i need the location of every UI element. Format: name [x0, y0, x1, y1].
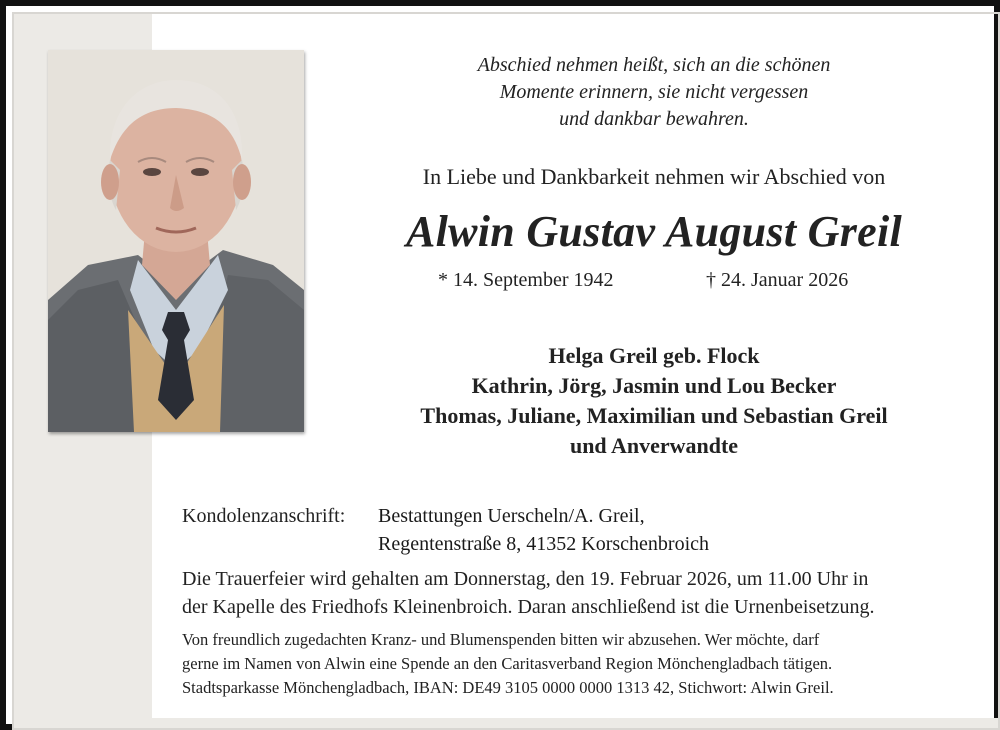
- intro-line: In Liebe und Dankbarkeit nehmen wir Abschied von: [422, 164, 886, 189]
- mourner-line: Helga Greil geb. Flock: [548, 343, 760, 368]
- motto-line-2: Momente erinnern, sie nicht vergessen: [499, 81, 809, 103]
- bottom-decorative-band: [14, 718, 998, 728]
- condolence-address-line-1: Bestattungen Uerscheln/A. Greil,: [378, 505, 645, 527]
- death-date: † 24. Januar 2026: [706, 269, 849, 291]
- deceased-name: Alwin Gustav August Greil: [405, 207, 903, 256]
- mourner-line: und Anverwandte: [569, 433, 739, 458]
- donation-line-1: Von freundlich zugedachten Kranz- und Blumenspenden bitten wir abzusehen. Wer möchte, darf: [182, 630, 820, 649]
- mourner-line: Thomas, Juliane, Maximilian und Sebastian Greil: [420, 403, 888, 428]
- service-line-2: der Kapelle des Friedhofs Kleinenbroich. Daran anschließend ist die Urnenbeisetzung.: [182, 596, 875, 618]
- motto-line-3: und dankbar bewahren.: [559, 108, 749, 130]
- obituary-card: [12, 12, 1000, 730]
- service-notice: [182, 565, 875, 621]
- donation-line-2: gerne im Namen von Alwin eine Spende an den Caritasverband Region Mönchengladbach tätigen.: [182, 654, 833, 673]
- service-line-1: Die Trauerfeier wird gehalten am Donnerstag, den 19. Februar 2026, um 11.00 Uhr in: [182, 568, 869, 590]
- condolence-label: Kondolenzanschrift:: [182, 505, 346, 527]
- mourners-list: [314, 341, 994, 461]
- donation-notice: [182, 628, 834, 700]
- birth-date: * 14. September 1942: [438, 269, 614, 291]
- motto-line-1: Abschied nehmen heißt, sich an die schönen: [477, 54, 831, 76]
- portrait-photo: [48, 50, 304, 432]
- mourner-line: Kathrin, Jörg, Jasmin und Lou Becker: [471, 373, 837, 398]
- portrait-illustration: [48, 50, 304, 432]
- donation-line-3: Stadtsparkasse Mönchengladbach, IBAN: DE49 3105 0000 0000 1313 42, Stichwort: Alwin Greil.: [182, 678, 834, 697]
- condolence-address-line-2: Regentenstraße 8, 41352 Korschenbroich: [378, 533, 710, 555]
- motto-quote: [324, 52, 984, 133]
